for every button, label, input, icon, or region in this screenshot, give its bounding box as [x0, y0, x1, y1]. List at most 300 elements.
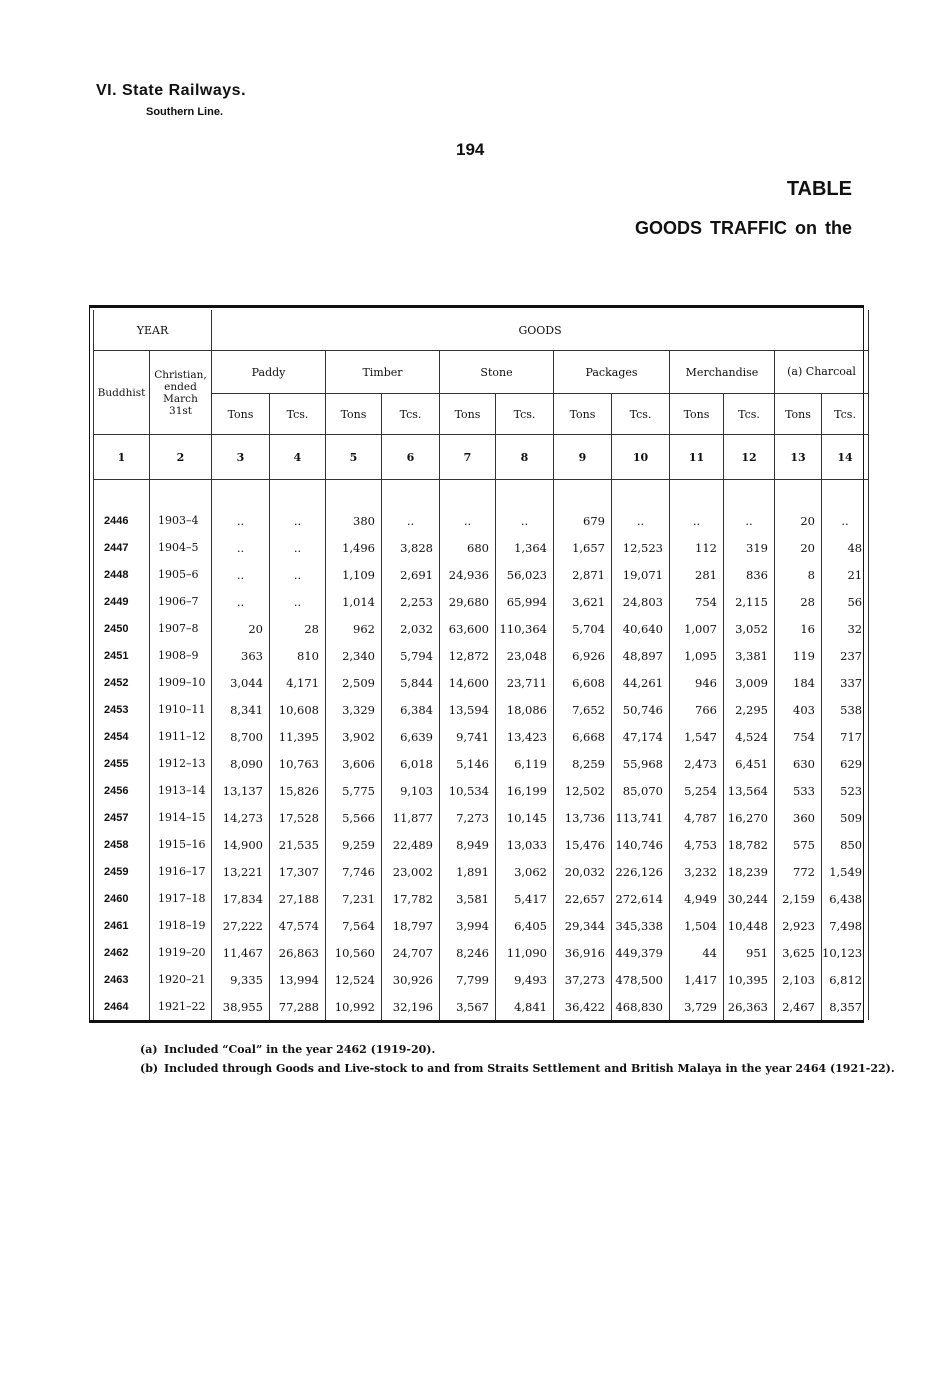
value-cell: 16,270 — [724, 804, 775, 831]
value-cell: 772 — [775, 858, 822, 885]
value-cell: 6,926 — [554, 642, 612, 669]
column-number: 9 — [554, 435, 612, 480]
table-row — [94, 831, 869, 858]
table-label: TABLE — [786, 178, 852, 200]
value-cell: 24,707 — [382, 939, 440, 966]
christian-year-cell: 1908–9 — [150, 642, 212, 669]
group-charcoal: (a) Charcoal — [775, 351, 869, 394]
value-cell: 3,329 — [326, 696, 382, 723]
unit-header: Tcs. — [822, 394, 869, 435]
value-cell: 26,863 — [270, 939, 326, 966]
value-cell: 18,782 — [724, 831, 775, 858]
value-cell: 3,606 — [326, 750, 382, 777]
value-cell: 18,086 — [496, 696, 554, 723]
value-cell: 16,199 — [496, 777, 554, 804]
christian-year-cell: 1913–14 — [150, 777, 212, 804]
value-cell: 85,070 — [612, 777, 670, 804]
value-cell: 538 — [822, 696, 869, 723]
buddhist-year-cell: 2455 — [94, 750, 150, 777]
value-cell: 8,259 — [554, 750, 612, 777]
value-cell: 184 — [775, 669, 822, 696]
value-cell: 575 — [775, 831, 822, 858]
buddhist-year-cell: 2462 — [94, 939, 150, 966]
value-cell: .. — [212, 561, 270, 588]
value-cell: 13,564 — [724, 777, 775, 804]
group-merchandise: Merchandise — [670, 351, 775, 394]
value-cell: 10,560 — [326, 939, 382, 966]
column-number: 7 — [440, 435, 496, 480]
value-cell: 7,231 — [326, 885, 382, 912]
value-cell: .. — [724, 507, 775, 534]
value-cell: 8,357 — [822, 993, 869, 1020]
value-cell: 6,639 — [382, 723, 440, 750]
value-cell: .. — [270, 588, 326, 615]
value-cell: 1,364 — [496, 534, 554, 561]
value-cell: 3,381 — [724, 642, 775, 669]
value-cell: 8,341 — [212, 696, 270, 723]
value-cell: 5,254 — [670, 777, 724, 804]
value-cell: 140,746 — [612, 831, 670, 858]
value-cell: 5,844 — [382, 669, 440, 696]
value-cell: 14,273 — [212, 804, 270, 831]
value-cell: 16 — [775, 615, 822, 642]
value-cell: 14,600 — [440, 669, 496, 696]
value-cell: 50,746 — [612, 696, 670, 723]
value-cell: 47,574 — [270, 912, 326, 939]
value-cell: 3,828 — [382, 534, 440, 561]
buddhist-year-cell: 2463 — [94, 966, 150, 993]
value-cell: 337 — [822, 669, 869, 696]
value-cell: 9,335 — [212, 966, 270, 993]
value-cell: 22,657 — [554, 885, 612, 912]
value-cell: 468,830 — [612, 993, 670, 1020]
unit-header: Tcs. — [382, 394, 440, 435]
value-cell: .. — [270, 534, 326, 561]
value-cell: .. — [270, 561, 326, 588]
unit-header: Tons — [670, 394, 724, 435]
buddhist-year-cell: 2451 — [94, 642, 150, 669]
value-cell: 9,259 — [326, 831, 382, 858]
value-cell: 6,018 — [382, 750, 440, 777]
value-cell: 6,438 — [822, 885, 869, 912]
table-row — [94, 588, 869, 615]
value-cell: 319 — [724, 534, 775, 561]
value-cell: 1,504 — [670, 912, 724, 939]
value-cell: 23,002 — [382, 858, 440, 885]
value-cell: 10,395 — [724, 966, 775, 993]
value-cell: 523 — [822, 777, 869, 804]
group-packages: Packages — [554, 351, 670, 394]
value-cell: 56,023 — [496, 561, 554, 588]
table-row — [94, 777, 869, 804]
value-cell: 680 — [440, 534, 496, 561]
value-cell: 23,711 — [496, 669, 554, 696]
christian-year-cell: 1903–4 — [150, 507, 212, 534]
value-cell: .. — [822, 507, 869, 534]
value-cell: 55,968 — [612, 750, 670, 777]
value-cell: 4,841 — [496, 993, 554, 1020]
value-cell: 1,014 — [326, 588, 382, 615]
table-row — [94, 696, 869, 723]
table-row — [94, 534, 869, 561]
value-cell: .. — [212, 588, 270, 615]
value-cell: 3,581 — [440, 885, 496, 912]
value-cell: 9,741 — [440, 723, 496, 750]
value-cell: 1,891 — [440, 858, 496, 885]
value-cell: 19,071 — [612, 561, 670, 588]
value-cell: 3,567 — [440, 993, 496, 1020]
christian-year-cell: 1904–5 — [150, 534, 212, 561]
unit-header: Tons — [212, 394, 270, 435]
value-cell: 56 — [822, 588, 869, 615]
value-cell: 717 — [822, 723, 869, 750]
value-cell: 12,523 — [612, 534, 670, 561]
value-cell: .. — [440, 507, 496, 534]
value-cell: 110,364 — [496, 615, 554, 642]
value-cell: 18,797 — [382, 912, 440, 939]
value-cell: 119 — [775, 642, 822, 669]
value-cell: 40,640 — [612, 615, 670, 642]
value-cell: 3,625 — [775, 939, 822, 966]
value-cell: 29,680 — [440, 588, 496, 615]
value-cell: 37,273 — [554, 966, 612, 993]
value-cell: 24,803 — [612, 588, 670, 615]
value-cell: 3,621 — [554, 588, 612, 615]
value-cell: 2,691 — [382, 561, 440, 588]
value-cell: 7,564 — [326, 912, 382, 939]
column-number: 14 — [822, 435, 869, 480]
value-cell: 3,232 — [670, 858, 724, 885]
value-cell: 6,812 — [822, 966, 869, 993]
value-cell: 630 — [775, 750, 822, 777]
value-cell: 6,451 — [724, 750, 775, 777]
buddhist-year-cell: 2458 — [94, 831, 150, 858]
value-cell: 15,826 — [270, 777, 326, 804]
value-cell: .. — [212, 534, 270, 561]
value-cell: 13,221 — [212, 858, 270, 885]
value-cell: 2,467 — [775, 993, 822, 1020]
column-number: 6 — [382, 435, 440, 480]
value-cell: 3,902 — [326, 723, 382, 750]
value-cell: 2,509 — [326, 669, 382, 696]
value-cell: 12,524 — [326, 966, 382, 993]
value-cell: 27,188 — [270, 885, 326, 912]
value-cell: 6,608 — [554, 669, 612, 696]
value-cell: 13,033 — [496, 831, 554, 858]
value-cell: 10,448 — [724, 912, 775, 939]
footnote-a: (a) Included “Coal” in the year 2462 (1919-20). — [140, 1043, 436, 1056]
buddhist-year-cell: 2461 — [94, 912, 150, 939]
value-cell: 7,498 — [822, 912, 869, 939]
value-cell: 10,992 — [326, 993, 382, 1020]
value-cell: 360 — [775, 804, 822, 831]
column-number: 13 — [775, 435, 822, 480]
value-cell: 29,344 — [554, 912, 612, 939]
christian-year-cell: 1915–16 — [150, 831, 212, 858]
value-cell: 36,422 — [554, 993, 612, 1020]
value-cell: .. — [496, 507, 554, 534]
unit-header: Tcs. — [496, 394, 554, 435]
value-cell: 112 — [670, 534, 724, 561]
value-cell: 21,535 — [270, 831, 326, 858]
value-cell: 6,384 — [382, 696, 440, 723]
value-cell: 113,741 — [612, 804, 670, 831]
christian-year-cell: 1919–20 — [150, 939, 212, 966]
value-cell: 4,787 — [670, 804, 724, 831]
value-cell: 14,900 — [212, 831, 270, 858]
value-cell: .. — [670, 507, 724, 534]
value-cell: 5,566 — [326, 804, 382, 831]
value-cell: 44 — [670, 939, 724, 966]
column-number: 12 — [724, 435, 775, 480]
value-cell: 754 — [670, 588, 724, 615]
value-cell: 403 — [775, 696, 822, 723]
value-cell: 20 — [775, 507, 822, 534]
value-cell: 28 — [775, 588, 822, 615]
buddhist-year-cell: 2459 — [94, 858, 150, 885]
column-number: 8 — [496, 435, 554, 480]
value-cell: 2,923 — [775, 912, 822, 939]
christian-year-cell: 1911–12 — [150, 723, 212, 750]
value-cell: 5,794 — [382, 642, 440, 669]
value-cell: 13,423 — [496, 723, 554, 750]
value-cell: 629 — [822, 750, 869, 777]
value-cell: 65,994 — [496, 588, 554, 615]
value-cell: 951 — [724, 939, 775, 966]
value-cell: 7,746 — [326, 858, 382, 885]
value-cell: 10,534 — [440, 777, 496, 804]
value-cell: .. — [612, 507, 670, 534]
value-cell: 345,338 — [612, 912, 670, 939]
value-cell: 2,871 — [554, 561, 612, 588]
value-cell: 11,877 — [382, 804, 440, 831]
value-cell: 13,594 — [440, 696, 496, 723]
buddhist-year-cell: 2450 — [94, 615, 150, 642]
unit-header: Tcs. — [612, 394, 670, 435]
value-cell: 4,524 — [724, 723, 775, 750]
value-cell: 21 — [822, 561, 869, 588]
value-cell: 23,048 — [496, 642, 554, 669]
unit-header: Tcs. — [270, 394, 326, 435]
group-paddy: Paddy — [212, 351, 326, 394]
value-cell: 281 — [670, 561, 724, 588]
value-cell: 48,897 — [612, 642, 670, 669]
value-cell: 77,288 — [270, 993, 326, 1020]
table-row — [94, 723, 869, 750]
value-cell: 24,936 — [440, 561, 496, 588]
value-cell: 15,476 — [554, 831, 612, 858]
section-heading: VI. State Railways. — [96, 82, 247, 99]
value-cell: 7,799 — [440, 966, 496, 993]
christian-header: Christian, ended March 31st — [150, 351, 212, 435]
value-cell: 17,528 — [270, 804, 326, 831]
value-cell: 30,244 — [724, 885, 775, 912]
value-cell: 10,763 — [270, 750, 326, 777]
unit-header: Tons — [554, 394, 612, 435]
value-cell: 8 — [775, 561, 822, 588]
value-cell: 1,007 — [670, 615, 724, 642]
value-cell: 754 — [775, 723, 822, 750]
value-cell: 10,608 — [270, 696, 326, 723]
value-cell: 9,493 — [496, 966, 554, 993]
value-cell: .. — [270, 507, 326, 534]
goods-traffic-table — [93, 310, 869, 1020]
value-cell: 2,473 — [670, 750, 724, 777]
value-cell: 1,417 — [670, 966, 724, 993]
value-cell: 226,126 — [612, 858, 670, 885]
value-cell: 12,502 — [554, 777, 612, 804]
value-cell: 5,775 — [326, 777, 382, 804]
table-row — [94, 912, 869, 939]
value-cell: 3,062 — [496, 858, 554, 885]
value-cell: 9,103 — [382, 777, 440, 804]
value-cell: 11,395 — [270, 723, 326, 750]
value-cell: 2,340 — [326, 642, 382, 669]
value-cell: 13,137 — [212, 777, 270, 804]
value-cell: 2,159 — [775, 885, 822, 912]
value-cell: 5,704 — [554, 615, 612, 642]
value-cell: 5,417 — [496, 885, 554, 912]
value-cell: 2,103 — [775, 966, 822, 993]
column-number: 3 — [212, 435, 270, 480]
column-number: 11 — [670, 435, 724, 480]
value-cell: 2,253 — [382, 588, 440, 615]
value-cell: 3,044 — [212, 669, 270, 696]
unit-header: Tcs. — [724, 394, 775, 435]
table-row — [94, 507, 869, 534]
value-cell: 810 — [270, 642, 326, 669]
value-cell: 7,273 — [440, 804, 496, 831]
value-cell: 1,496 — [326, 534, 382, 561]
value-cell: 20 — [775, 534, 822, 561]
value-cell: 766 — [670, 696, 724, 723]
value-cell: 22,489 — [382, 831, 440, 858]
value-cell: 4,753 — [670, 831, 724, 858]
table-subtitle: GOODS TRAFFIC on the — [635, 218, 852, 238]
group-timber: Timber — [326, 351, 440, 394]
unit-header: Tons — [326, 394, 382, 435]
value-cell: 5,146 — [440, 750, 496, 777]
table-row — [94, 966, 869, 993]
value-cell: 11,467 — [212, 939, 270, 966]
christian-year-cell: 1905–6 — [150, 561, 212, 588]
value-cell: 28 — [270, 615, 326, 642]
value-cell: 380 — [326, 507, 382, 534]
table-row — [94, 858, 869, 885]
column-number: 4 — [270, 435, 326, 480]
value-cell: 17,307 — [270, 858, 326, 885]
value-cell: 10,123 — [822, 939, 869, 966]
value-cell: 27,222 — [212, 912, 270, 939]
value-cell: 478,500 — [612, 966, 670, 993]
value-cell: 8,949 — [440, 831, 496, 858]
value-cell: 363 — [212, 642, 270, 669]
christian-year-cell: 1910–11 — [150, 696, 212, 723]
christian-year-cell: 1916–17 — [150, 858, 212, 885]
christian-year-cell: 1920–21 — [150, 966, 212, 993]
value-cell: 1,547 — [670, 723, 724, 750]
table-row — [94, 750, 869, 777]
value-cell: .. — [382, 507, 440, 534]
value-cell: 12,872 — [440, 642, 496, 669]
value-cell: 20 — [212, 615, 270, 642]
value-cell: 7,652 — [554, 696, 612, 723]
buddhist-year-cell: 2453 — [94, 696, 150, 723]
value-cell: 836 — [724, 561, 775, 588]
buddhist-year-cell: 2460 — [94, 885, 150, 912]
value-cell: 36,916 — [554, 939, 612, 966]
christian-year-cell: 1907–8 — [150, 615, 212, 642]
value-cell: 237 — [822, 642, 869, 669]
column-number: 2 — [150, 435, 212, 480]
value-cell: 8,090 — [212, 750, 270, 777]
column-number: 10 — [612, 435, 670, 480]
christian-year-cell: 1909–10 — [150, 669, 212, 696]
value-cell: 4,171 — [270, 669, 326, 696]
value-cell: 3,729 — [670, 993, 724, 1020]
value-cell: 1,109 — [326, 561, 382, 588]
value-cell: 8,700 — [212, 723, 270, 750]
value-cell: 18,239 — [724, 858, 775, 885]
value-cell: 44,261 — [612, 669, 670, 696]
value-cell: 946 — [670, 669, 724, 696]
value-cell: 850 — [822, 831, 869, 858]
value-cell: 32 — [822, 615, 869, 642]
buddhist-year-cell: 2449 — [94, 588, 150, 615]
page-number: 194 — [456, 140, 485, 159]
buddhist-year-cell: 2457 — [94, 804, 150, 831]
table-row — [94, 669, 869, 696]
value-cell: 2,295 — [724, 696, 775, 723]
value-cell: 20,032 — [554, 858, 612, 885]
value-cell: 3,052 — [724, 615, 775, 642]
value-cell: 8,246 — [440, 939, 496, 966]
column-number: 5 — [326, 435, 382, 480]
value-cell: 30,926 — [382, 966, 440, 993]
value-cell: 6,668 — [554, 723, 612, 750]
value-cell: 26,363 — [724, 993, 775, 1020]
table-row — [94, 885, 869, 912]
value-cell: 3,994 — [440, 912, 496, 939]
column-number: 1 — [94, 435, 150, 480]
value-cell: 10,145 — [496, 804, 554, 831]
buddhist-year-cell: 2464 — [94, 993, 150, 1020]
value-cell: 47,174 — [612, 723, 670, 750]
value-cell: 11,090 — [496, 939, 554, 966]
buddhist-year-cell: 2448 — [94, 561, 150, 588]
value-cell: 962 — [326, 615, 382, 642]
value-cell: 533 — [775, 777, 822, 804]
table-row — [94, 804, 869, 831]
value-cell: 17,834 — [212, 885, 270, 912]
value-cell: 272,614 — [612, 885, 670, 912]
unit-header: Tons — [775, 394, 822, 435]
christian-year-cell: 1912–13 — [150, 750, 212, 777]
value-cell: 1,549 — [822, 858, 869, 885]
value-cell: 38,955 — [212, 993, 270, 1020]
value-cell: 32,196 — [382, 993, 440, 1020]
value-cell: 3,009 — [724, 669, 775, 696]
value-cell: 2,032 — [382, 615, 440, 642]
table-row — [94, 642, 869, 669]
goods-header: GOODS — [212, 310, 869, 351]
buddhist-header: Buddhist — [94, 351, 150, 435]
christian-year-cell: 1921–22 — [150, 993, 212, 1020]
value-cell: 63,600 — [440, 615, 496, 642]
value-cell: 6,405 — [496, 912, 554, 939]
buddhist-year-cell: 2447 — [94, 534, 150, 561]
value-cell: 449,379 — [612, 939, 670, 966]
